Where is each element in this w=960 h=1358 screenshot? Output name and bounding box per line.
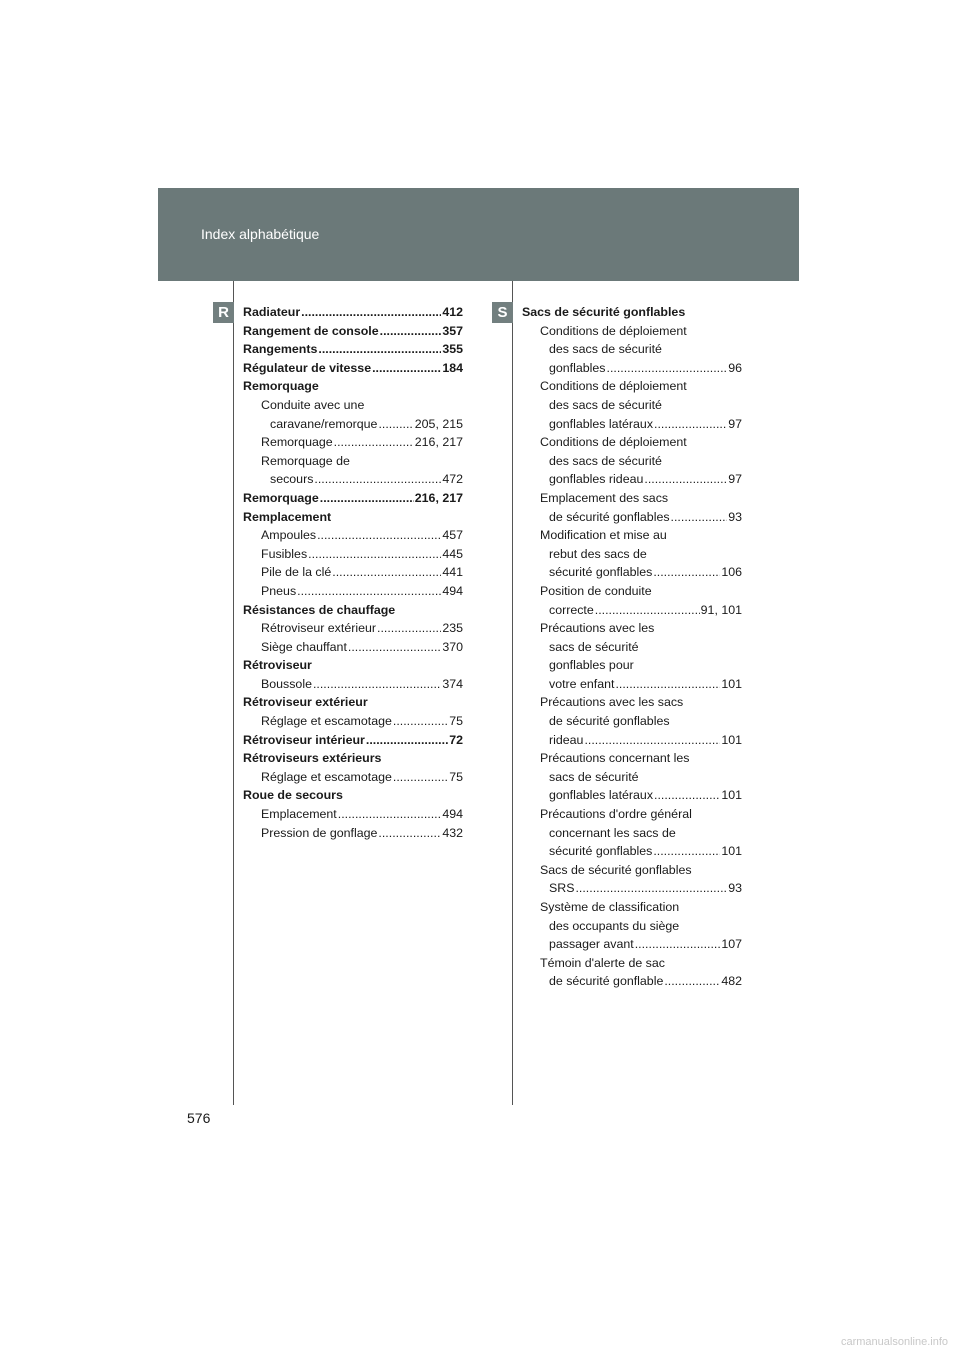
dot-leader: [654, 415, 727, 434]
index-entry: [243, 712, 463, 731]
index-entry: [522, 954, 742, 973]
page-ref: 482: [721, 974, 742, 989]
entry-label: Ampoules: [261, 528, 317, 543]
index-entry: [522, 340, 742, 359]
page-ref: 412: [442, 305, 463, 319]
entry-label: Conduite avec une: [261, 397, 365, 412]
page-ref: 91, 101: [700, 602, 742, 617]
entry-label: passager avant: [549, 937, 634, 952]
index-entry: [522, 433, 742, 452]
entry-label: Sacs de sécurité gonflables: [522, 305, 686, 319]
dot-leader: [644, 470, 727, 489]
dot-leader: [334, 433, 414, 452]
dot-leader: [393, 768, 448, 787]
entry-label: Précautions avec les: [540, 621, 655, 636]
entry-label: Pression de gonflage: [261, 825, 378, 840]
dot-leader: [348, 638, 441, 657]
entry-label: gonflables pour: [549, 658, 634, 673]
index-entry: [522, 508, 742, 527]
index-entry: [522, 322, 742, 341]
index-entry: [243, 545, 463, 564]
entry-label: Emplacement des sacs: [540, 490, 669, 505]
page-ref: 355: [442, 342, 463, 357]
dot-leader: [615, 675, 720, 694]
dot-leader: [314, 470, 441, 489]
entry-label: Remorquage de: [261, 453, 350, 468]
entry-label: de sécurité gonflable: [549, 974, 664, 989]
index-entry: [243, 452, 463, 471]
page-ref: 96: [728, 360, 742, 375]
entry-label: des sacs de sécurité: [549, 342, 662, 357]
dot-leader: [317, 526, 441, 545]
entry-label: SRS: [549, 881, 575, 896]
index-heading: [243, 749, 463, 768]
section-letter-r: R: [213, 302, 234, 323]
page-ref: 97: [728, 472, 742, 487]
page-ref: 101: [721, 844, 742, 859]
section-letter-s: S: [492, 302, 513, 323]
index-entry: [522, 749, 742, 768]
entry-label: Rangement de console: [243, 323, 379, 338]
page-ref: 75: [449, 714, 463, 729]
index-entry: [243, 415, 463, 434]
page-ref: 494: [442, 583, 463, 598]
page-ref: 494: [442, 807, 463, 822]
page-ref: 97: [728, 416, 742, 431]
index-entry: [522, 359, 742, 378]
entry-label: Radiateur: [243, 305, 301, 319]
index-entry: [522, 563, 742, 582]
entry-label: Précautions avec les sacs: [540, 695, 684, 710]
entry-label: Rangements: [243, 342, 318, 357]
page-ref: 93: [728, 509, 742, 524]
entry-label: Modification et mise au: [540, 528, 667, 543]
page-ref: 472: [442, 472, 463, 487]
index-entry: [243, 396, 463, 415]
entry-label: sacs de sécurité: [549, 769, 639, 784]
entry-label: gonflables latéraux: [549, 788, 654, 803]
index-entry: [522, 935, 742, 954]
entry-label: Conditions de déploiement: [540, 323, 687, 338]
dot-leader: [318, 340, 441, 359]
index-entry: [522, 638, 742, 657]
index-entry: [243, 526, 463, 545]
index-entry: [522, 470, 742, 489]
index-entry: [243, 824, 463, 843]
index-entry: [522, 786, 742, 805]
page-ref: 75: [449, 769, 463, 784]
column-divider-middle: [512, 281, 513, 1105]
index-entry: [522, 842, 742, 861]
entry-label: gonflables: [549, 360, 606, 375]
index-entry: [522, 917, 742, 936]
dot-leader: [372, 359, 441, 378]
index-heading: [522, 303, 742, 322]
entry-label: caravane/remorque: [270, 416, 378, 431]
entry-label: Pile de la clé: [261, 565, 332, 580]
column-divider-left: [233, 281, 234, 1105]
entry-label: Roue de secours: [243, 788, 343, 803]
entry-label: correcte: [549, 602, 594, 617]
dot-leader: [595, 601, 700, 620]
index-entry: [243, 768, 463, 787]
page-ref: 72: [449, 732, 463, 747]
entry-label: sacs de sécurité: [549, 639, 639, 654]
page-ref: 101: [721, 732, 742, 747]
dot-leader: [607, 359, 728, 378]
index-entry: [522, 526, 742, 545]
page-ref: 106: [721, 565, 742, 580]
index-entry: [522, 582, 742, 601]
entry-label: des sacs de sécurité: [549, 453, 662, 468]
page-ref: 357: [442, 323, 463, 338]
entry-label: des occupants du siège: [549, 918, 680, 933]
entry-label: Position de conduite: [540, 583, 652, 598]
entry-label: Précautions concernant les: [540, 751, 690, 766]
index-entry: [243, 619, 463, 638]
index-heading: [243, 340, 463, 359]
entry-label: Rétroviseur extérieur: [243, 695, 368, 710]
entry-label: gonflables latéraux: [549, 416, 654, 431]
index-heading: [243, 693, 463, 712]
entry-label: Fusibles: [261, 546, 308, 561]
entry-label: secours: [270, 472, 314, 487]
entry-label: de sécurité gonflables: [549, 509, 670, 524]
dot-leader: [378, 415, 413, 434]
entry-label: Remplacement: [243, 509, 332, 524]
page-ref: 441: [442, 565, 463, 580]
index-heading: [243, 322, 463, 341]
dot-leader: [393, 712, 448, 731]
entry-label: Rétroviseur: [243, 658, 312, 673]
index-entry: [243, 675, 463, 694]
page-ref: 370: [442, 639, 463, 654]
dot-leader: [338, 805, 442, 824]
index-entry: [522, 861, 742, 880]
index-heading: [243, 656, 463, 675]
index-entry: [243, 638, 463, 657]
entry-label: Rétroviseur intérieur: [243, 732, 365, 747]
entry-label: votre enfant: [549, 676, 615, 691]
entry-label: Sacs de sécurité gonflables: [540, 862, 692, 877]
entry-label: Remorquage: [243, 490, 319, 505]
index-column-s: [522, 303, 742, 991]
index-entry: [522, 545, 742, 564]
page-ref: 216, 217: [414, 490, 463, 505]
index-entry: [522, 805, 742, 824]
dot-leader: [332, 563, 441, 582]
dot-leader: [575, 879, 727, 898]
dot-leader: [297, 582, 441, 601]
index-entry: [522, 972, 742, 991]
entry-label: concernant les sacs de: [549, 825, 676, 840]
entry-label: Système de classification: [540, 900, 680, 914]
page-ref: 445: [442, 546, 463, 561]
dot-leader: [671, 508, 728, 527]
dot-leader: [664, 972, 720, 991]
dot-leader: [320, 489, 414, 508]
entry-label: Remorquage: [261, 435, 333, 450]
page-ref: 216, 217: [414, 435, 463, 450]
dot-leader: [377, 619, 441, 638]
entry-label: Emplacement: [261, 807, 337, 822]
entry-label: Pneus: [261, 583, 297, 598]
index-entry: [522, 619, 742, 638]
index-entry: [522, 452, 742, 471]
entry-label: gonflables rideau: [549, 472, 644, 487]
index-entry: [243, 470, 463, 489]
index-heading: [243, 786, 463, 805]
dot-leader: [380, 322, 442, 341]
entry-label: Résistances de chauffage: [243, 602, 396, 617]
entry-label: Conditions de déploiement: [540, 435, 687, 450]
index-entry: [522, 712, 742, 731]
dot-leader: [301, 303, 441, 322]
page-ref: 107: [721, 937, 742, 952]
index-entry: [243, 563, 463, 582]
index-entry: [522, 415, 742, 434]
page-ref: 457: [442, 528, 463, 543]
entry-label: de sécurité gonflables: [549, 714, 670, 729]
dot-leader: [654, 786, 720, 805]
dot-leader: [366, 731, 448, 750]
index-entry: [522, 898, 742, 917]
index-entry: [522, 731, 742, 750]
dot-leader: [653, 842, 720, 861]
entry-label: Siège chauffant: [261, 639, 347, 654]
page-ref: 235: [442, 621, 463, 636]
index-entry: [522, 396, 742, 415]
index-entry: [243, 805, 463, 824]
dot-leader: [653, 563, 720, 582]
entry-label: Témoin d'alerte de sac: [540, 955, 665, 970]
index-heading: [243, 377, 463, 396]
index-entry: [522, 693, 742, 712]
index-heading: [243, 489, 463, 508]
entry-label: rebut des sacs de: [549, 546, 647, 561]
index-entry: [522, 879, 742, 898]
entry-label: Régulateur de vitesse: [243, 360, 372, 375]
entry-label: Remorquage: [243, 379, 319, 394]
page-ref: 205, 215: [414, 416, 463, 431]
page-ref: 432: [442, 825, 463, 840]
index-heading: [243, 359, 463, 378]
entry-label: sécurité gonflables: [549, 565, 653, 580]
index-entry: [243, 433, 463, 452]
entry-label: Précautions d'ordre général: [540, 807, 692, 822]
index-entry: [522, 601, 742, 620]
dot-leader: [308, 545, 441, 564]
entry-label: Rétroviseur extérieur: [261, 621, 377, 636]
page-ref: 101: [721, 676, 742, 691]
index-heading: [243, 601, 463, 620]
page-header: [158, 188, 799, 281]
entry-label: Réglage et escamotage: [261, 714, 392, 729]
index-entry: [522, 824, 742, 843]
entry-label: Réglage et escamotage: [261, 769, 392, 784]
page-ref: 374: [442, 676, 463, 691]
index-entry: [522, 675, 742, 694]
entry-label: Conditions de déploiement: [540, 379, 687, 394]
index-heading: [243, 303, 463, 322]
entry-label: rideau: [549, 732, 584, 747]
entry-label: Boussole: [261, 676, 312, 691]
index-entry: [243, 582, 463, 601]
dot-leader: [378, 824, 441, 843]
page-ref: 93: [728, 881, 742, 896]
entry-label: des sacs de sécurité: [549, 397, 662, 412]
entry-label: Rétroviseurs extérieurs: [243, 751, 382, 766]
header-title: Index alphabétique: [201, 226, 320, 242]
dot-leader: [635, 935, 721, 954]
page-ref: 101: [721, 788, 742, 803]
index-heading: [243, 731, 463, 750]
index-entry: [522, 489, 742, 508]
dot-leader: [313, 675, 441, 694]
entry-label: sécurité gonflables: [549, 844, 653, 859]
index-entry: [522, 768, 742, 787]
index-column-r: [243, 303, 463, 842]
watermark-logo: carmanualsonline.info: [840, 1336, 948, 1348]
index-entry: [522, 656, 742, 675]
index-heading: [243, 508, 463, 527]
page-number: 576: [187, 1110, 211, 1126]
dot-leader: [584, 731, 720, 750]
page-ref: 184: [442, 360, 463, 375]
index-entry: [522, 377, 742, 396]
